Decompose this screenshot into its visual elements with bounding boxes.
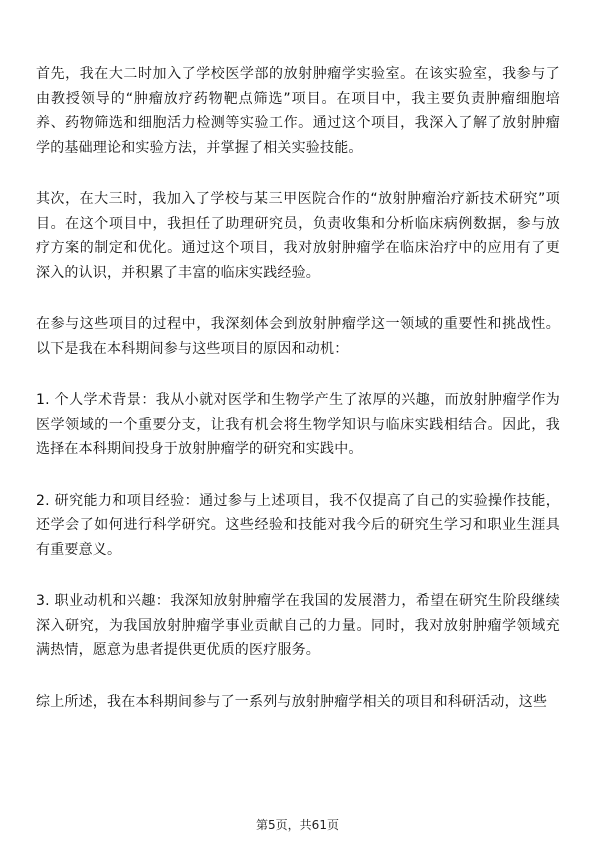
paragraph-summary: 综上所述，我在本科期间参与了一系列与放射肿瘤学相关的项目和科研活动，这些 — [36, 693, 548, 710]
paragraph-lab-experience: 首先，我在大二时加入了学校医学部的放射肿瘤学实验室。在该实验室，我参与了由教授领导的“肿瘤放疗药物靶点筛选”项目。在项目中，我主要负责肿瘤细胞培养、药物筛选和细胞活力检测等实验工作。通过这个项目，我深入了解了放射肿瘤学的基础理论和实验方法，并掌握了相关实验技能。 — [36, 66, 560, 156]
document-body — [36, 62, 560, 741]
paragraph-research-ability: 2. 研究能力和项目经验：通过参与上述项目，我不仅提高了自己的实验操作技能，还学会了如何进行科学研究。这些经验和技能对我今后的研究生学习和职业生涯具有重要意义。 — [36, 492, 560, 558]
paragraph-academic-background: 1. 个人学术背景：我从小就对医学和生物学产生了浓厚的兴趣，而放射肿瘤学作为医学领域的一个重要分支，让我有机会将生物学知识与临床实践相结合。因此，我选择在本科期间投身于放射肿瘤学的研究和实践中。 — [36, 392, 560, 457]
paragraph-reflection: 在参与这些项目的过程中，我深刻体会到放射肿瘤学这一领域的重要性和挑战性。以下是我在本科期间参与这些项目的原因和动机： — [36, 316, 560, 357]
page-number-footer: 第5页，共61页 — [256, 818, 339, 832]
paragraph-clinical-project: 其次，在大三时，我加入了学校与某三甲医院合作的“放射肿瘤治疗新技术研究”项目。在这个项目中，我担任了助理研究员，负责收集和分析临床病例数据，参与放疗方案的制定和优化。通过这个项目，我对放射肿瘤学在临床治疗中的应用有了更深入的认识，并积累了丰富的临床实践经验。 — [36, 191, 560, 281]
paragraph-career-motivation: 3. 职业动机和兴趣：我深知放射肿瘤学在我国的发展潜力，希望在研究生阶段继续深入研究，为我国放射肿瘤学事业贡献自己的力量。同时，我对放射肿瘤学领域充满热情，愿意为患者提供更优质的医疗服务。 — [36, 593, 560, 658]
